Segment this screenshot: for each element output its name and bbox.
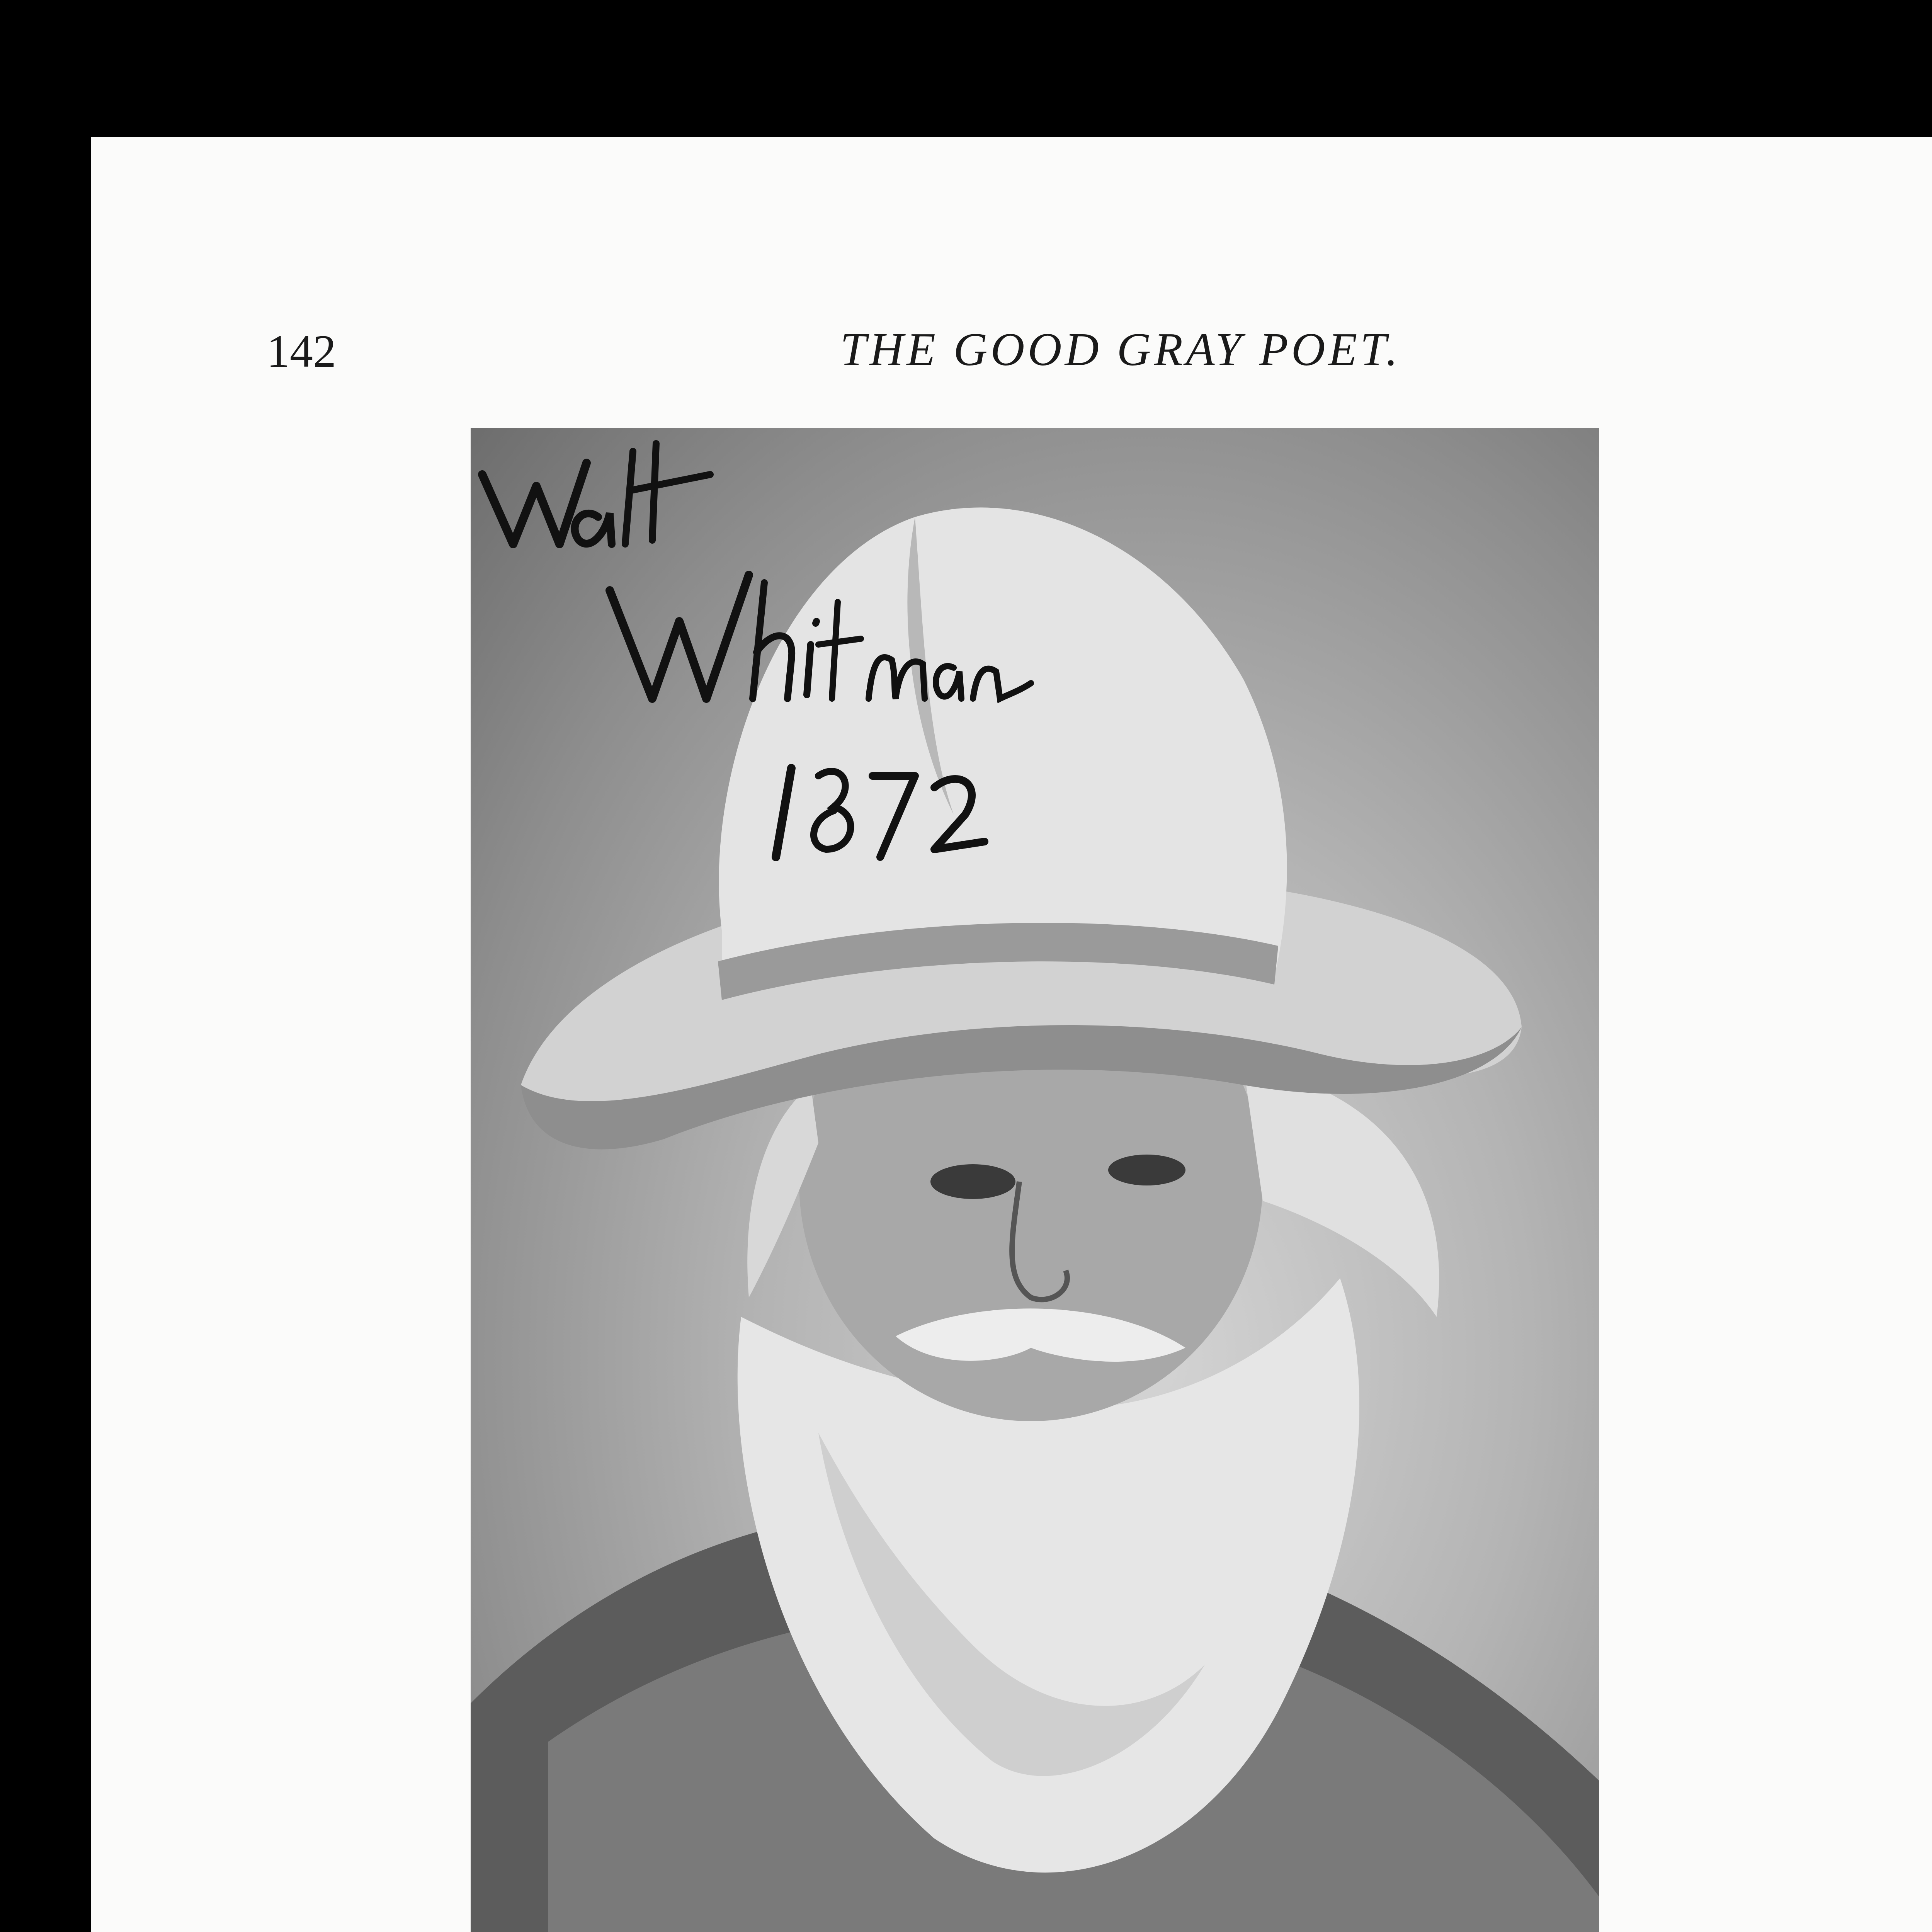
portrait-photograph — [471, 428, 1599, 1932]
page-number: 142 — [267, 325, 336, 377]
handwritten-signature — [471, 428, 1043, 869]
running-title: THE GOOD GRAY POET. — [840, 323, 1401, 376]
